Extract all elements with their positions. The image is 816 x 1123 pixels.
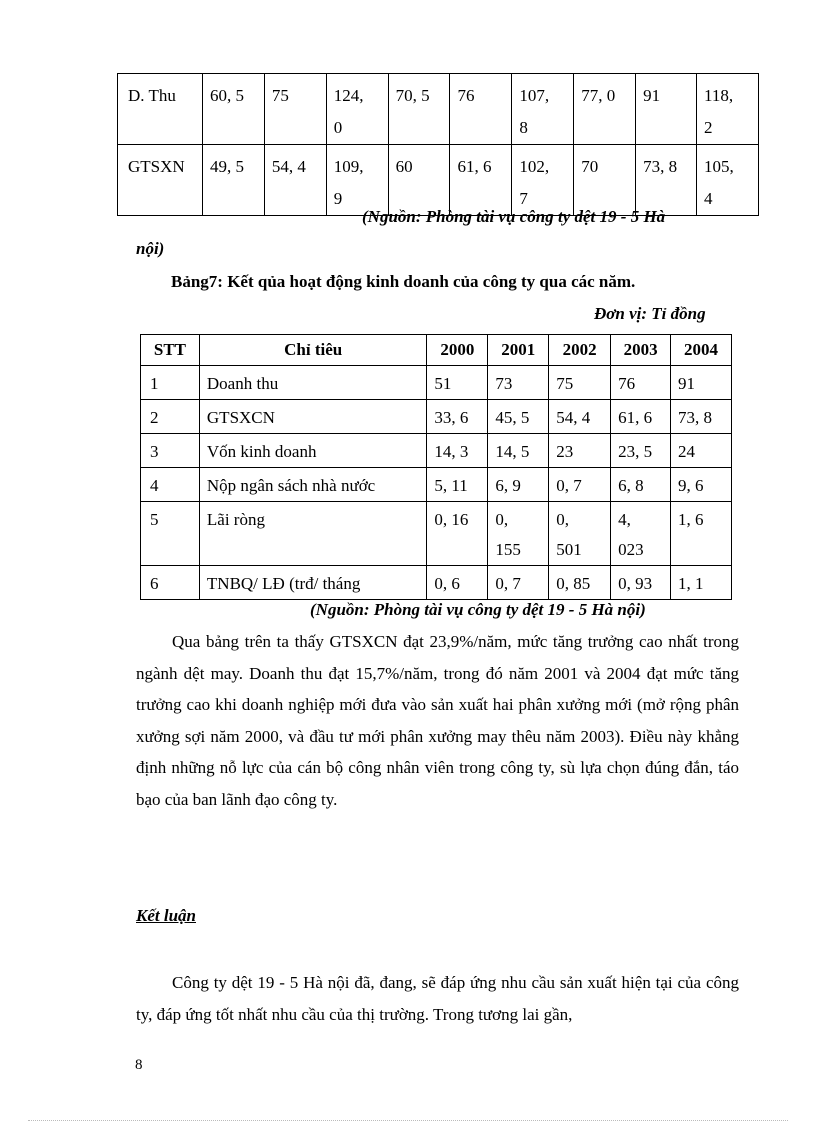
table-cell-line: 105, [704, 157, 734, 176]
table-cell-line: 91 [678, 374, 696, 393]
table-cell-line: 5, 11 [434, 476, 468, 495]
table-cell-line: 501 [556, 540, 582, 559]
table-cell-line: 61, 6 [618, 408, 653, 427]
page-number: 8 [135, 1057, 143, 1073]
row-number: 1 [141, 366, 200, 400]
column-header: Chỉ tiêu [199, 335, 427, 366]
table-cell-line: 4 [704, 189, 713, 208]
table-cell [611, 434, 671, 468]
row-label: GTSXN [118, 145, 203, 216]
table-continuation [117, 73, 759, 216]
table-cell-line: 70 [581, 157, 599, 176]
table-cell-line: 75 [556, 374, 574, 393]
table-cell-line: 0 [333, 118, 343, 137]
row-indicator: Vốn kinh doanh [199, 434, 427, 468]
table-cell [388, 145, 450, 216]
table-cell-line: 73, 8 [678, 408, 713, 427]
table-cell [611, 400, 671, 434]
business-results-table [140, 334, 732, 600]
table-cell-line: 1, 6 [678, 510, 704, 529]
table-cell [549, 366, 611, 400]
table-row [141, 434, 732, 468]
table-cell-line: 23, 5 [618, 442, 653, 461]
table-cell-line: 6, 8 [618, 476, 644, 495]
table-cell [488, 434, 549, 468]
table-cell [697, 74, 759, 145]
table-cell [636, 74, 697, 145]
table-cell-line: 60, 5 [209, 86, 244, 105]
conclusion-paragraph-text: Công ty dệt 19 - 5 Hà nội đã, đang, sẽ đáp ứng nhu cầu sản xuất hiện tại của công ty, đáp ứng tốt nhất nhu cầu của thị trường. Trong tương lai gần, [136, 973, 739, 1024]
row-indicator: TNBQ/ LĐ (trđ/ tháng [199, 566, 427, 600]
table-cell-line: 23 [556, 442, 574, 461]
table-cell-line: 73 [495, 374, 513, 393]
table-cell-line: 60 [395, 157, 413, 176]
analysis-paragraph [136, 626, 739, 815]
table-cell [427, 400, 488, 434]
table-cell-line: 2 [704, 118, 713, 137]
conclusion-paragraph [136, 967, 739, 1030]
row-indicator: Doanh thu [199, 366, 427, 400]
table-cell-line: 6, 9 [495, 476, 521, 495]
table-cell [671, 434, 732, 468]
table-row [141, 566, 732, 600]
table-cell-line: 9 [333, 189, 343, 208]
table-cell-line: 4, [618, 510, 631, 529]
table-cell [427, 502, 488, 566]
analysis-paragraph-text: Qua bảng trên ta thấy GTSXCN đạt 23,9%/năm, mức tăng trưởng cao nhất trong ngành dệt may. Doanh thu đạt 15,7%/năm, trong đó năm 2001 và 2004 đạt mức tăng trưởng cao khi doanh nghiệp mới đưa vào sản xuất hai phân xưởng mới (mở rộng phân xưởng sợi năm 2000, và đầu tư mới phân xưởng may thêu năm 2003). Điều này khẳng định những nỗ lực của cán bộ công nhân viên trong công ty, sù lựa chọn đúng đắn, táo bạo của ban lãnh đạo công ty. [136, 632, 739, 809]
table-cell [671, 366, 732, 400]
table-row [141, 502, 732, 566]
table-cell-line: 0, 7 [556, 476, 582, 495]
table-cell-line: 51 [434, 374, 452, 393]
column-header: STT [141, 335, 200, 366]
table-cell-line: 8 [519, 118, 528, 137]
table-cell-line: 0, [495, 510, 509, 529]
table-cell [388, 74, 450, 145]
table-cell [264, 74, 326, 145]
table-cell-line: 0, [556, 510, 569, 529]
table-cell-line: 0, 7 [495, 574, 521, 593]
table-cell-line: 107, [519, 86, 550, 105]
table-cell [512, 74, 574, 145]
table2-unit: Đơn vị: Tỉ đồng [594, 304, 706, 323]
table-cell-line: 0, 93 [618, 574, 653, 593]
table-cell-line: 73, 8 [643, 157, 678, 176]
table-cell-line: 155 [495, 540, 521, 559]
table-cell [450, 145, 512, 216]
table-cell [574, 74, 636, 145]
table-cell [549, 468, 611, 502]
table-cell [326, 145, 388, 216]
table-cell-line: 76 [457, 86, 475, 105]
table-cell [697, 145, 759, 216]
table-cell-line: 91 [643, 86, 661, 105]
table-cell-line: 9, 6 [678, 476, 704, 495]
table-cell-line: 118, [704, 86, 734, 105]
table-cell-line: 75 [271, 86, 289, 105]
table-header-row [141, 335, 732, 366]
row-number: 5 [141, 502, 200, 566]
table2-caption: Bảng7: Kết qủa hoạt động kinh doanh của công ty qua các năm. [171, 272, 636, 291]
table-cell [636, 145, 697, 216]
column-header: 2004 [671, 335, 732, 366]
table-cell [574, 145, 636, 216]
table-cell [671, 566, 732, 600]
table-row [118, 145, 759, 216]
row-indicator: GTSXCN [199, 400, 427, 434]
table-cell [264, 145, 326, 216]
table-cell [202, 74, 264, 145]
table-cell-line: 33, 6 [434, 408, 469, 427]
row-indicator: Lãi ròng [199, 502, 427, 566]
table-row [141, 400, 732, 434]
table-cell [488, 468, 549, 502]
table-cell-line: 76 [618, 374, 636, 393]
row-label: D. Thu [118, 74, 203, 145]
table-cell-line: 7 [519, 189, 528, 208]
table-cell [512, 145, 574, 216]
table-row [118, 74, 759, 145]
table-cell-line: 54, 4 [556, 408, 591, 427]
page-bottom-divider [28, 1120, 788, 1121]
table-cell-line: 0, 16 [434, 510, 469, 529]
row-number: 4 [141, 468, 200, 502]
table-cell [326, 74, 388, 145]
column-header: 2002 [549, 335, 611, 366]
table-row [141, 366, 732, 400]
table-cell-line: 109, [333, 157, 364, 176]
row-number: 3 [141, 434, 200, 468]
table-cell [488, 566, 549, 600]
table-cell-line: 102, [519, 157, 550, 176]
table1-source-line2: nội) [136, 239, 165, 258]
table-cell-line: 24 [678, 442, 696, 461]
column-header: 2000 [427, 335, 488, 366]
table-cell [549, 400, 611, 434]
table-cell [450, 74, 512, 145]
table1-source-line1: (Nguồn: Phòng tài vụ công ty dệt 19 - 5 Hà [362, 207, 666, 226]
table-cell-line: 77, 0 [581, 86, 616, 105]
row-number: 6 [141, 566, 200, 600]
table-cell-line: 49, 5 [209, 157, 244, 176]
table-cell-line: 023 [618, 540, 644, 559]
table-cell [671, 468, 732, 502]
table-cell [488, 366, 549, 400]
table-cell-line: 70, 5 [395, 86, 430, 105]
row-number: 2 [141, 400, 200, 434]
table-cell [611, 502, 671, 566]
table-cell [488, 400, 549, 434]
table-cell [611, 566, 671, 600]
row-indicator: Nộp ngân sách nhà nước [199, 468, 427, 502]
table2-source: (Nguồn: Phòng tài vụ công ty dệt 19 - 5 Hà nội) [310, 600, 646, 619]
column-header: 2001 [488, 335, 549, 366]
table-cell [427, 366, 488, 400]
column-header: 2003 [611, 335, 671, 366]
table-cell [671, 400, 732, 434]
table-cell-line: 54, 4 [271, 157, 306, 176]
table-cell [427, 566, 488, 600]
table-cell-line: 1, 1 [678, 574, 704, 593]
table-cell [611, 468, 671, 502]
table-cell [488, 502, 549, 566]
table-cell-line: 45, 5 [495, 408, 530, 427]
table-cell [611, 366, 671, 400]
table-cell [671, 502, 732, 566]
table-cell-line: 14, 3 [434, 442, 469, 461]
table-cell-line: 61, 6 [457, 157, 492, 176]
table-cell [427, 468, 488, 502]
table-row [141, 468, 732, 502]
table-cell [549, 434, 611, 468]
table-cell [549, 502, 611, 566]
table-cell-line: 14, 5 [495, 442, 530, 461]
table-cell-line: 124, [333, 86, 364, 105]
table-cell-line: 0, 6 [434, 574, 460, 593]
conclusion-heading: Kết luận [136, 906, 196, 925]
table-cell [202, 145, 264, 216]
table-cell [427, 434, 488, 468]
table-cell-line: 0, 85 [556, 574, 591, 593]
table-cell [549, 566, 611, 600]
